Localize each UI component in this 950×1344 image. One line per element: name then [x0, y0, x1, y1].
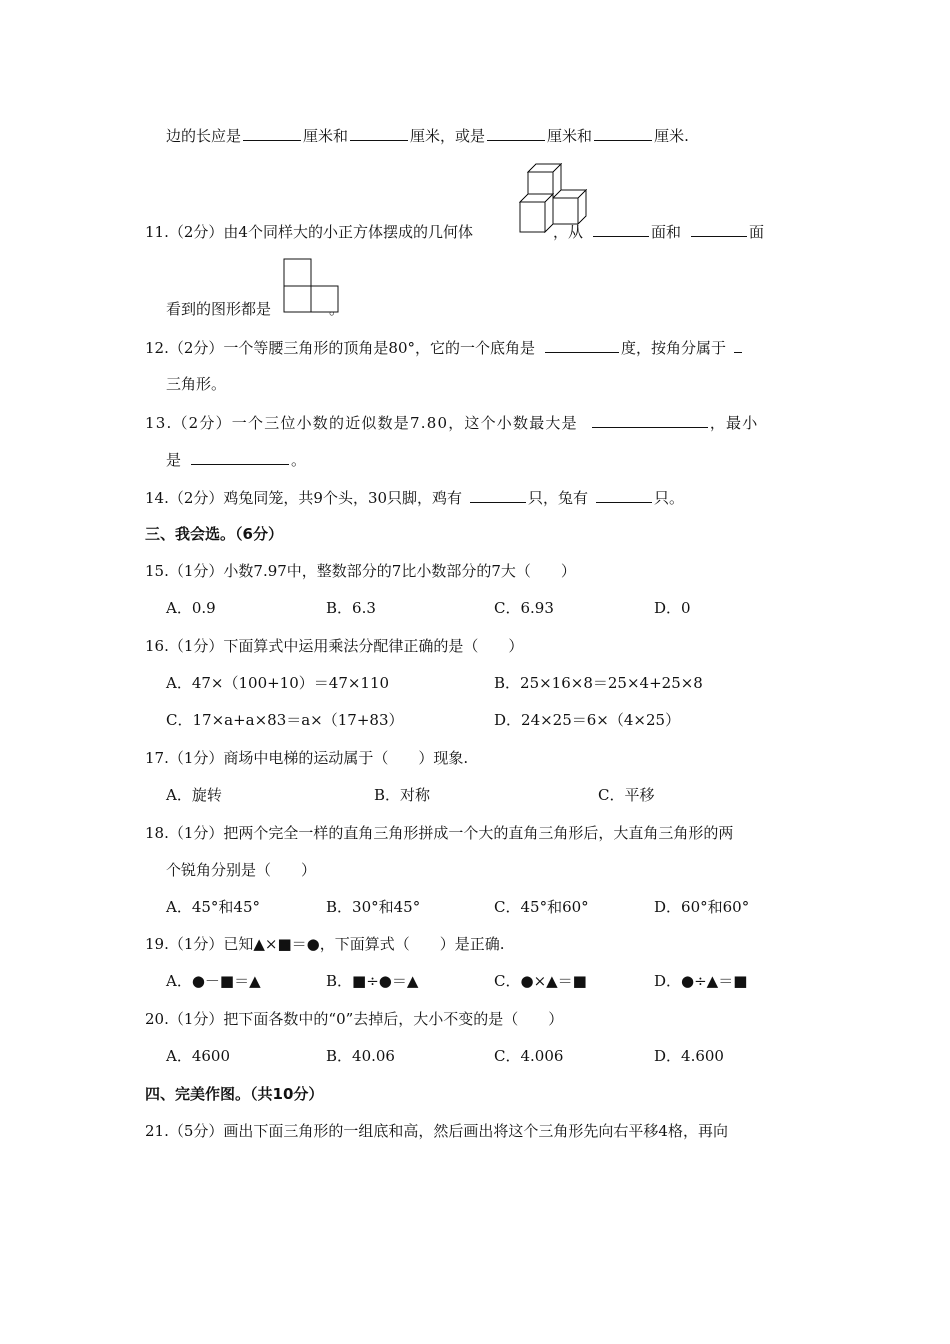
q11-text-4: 面 — [748, 223, 764, 241]
q18-question: 18.（1分）把两个完全一样的直角三角形拼成一个大的直角三角形后，大直角三角形的两 — [145, 824, 734, 842]
q12-text-2: 度，按角分属于 — [621, 339, 727, 357]
q10-text-1: 边的长应是 — [166, 127, 242, 145]
q15-option-d[interactable]: D．0 — [654, 599, 691, 617]
q18-option-c[interactable]: C．45°和60° — [494, 898, 589, 916]
q18-question-line2: 个锐角分别是（ ） — [166, 861, 317, 879]
q14-text: 14.（2分）鸡兔同笼，共9个头，30只脚，鸡有 — [145, 489, 463, 507]
q20-option-d[interactable]: D．4.600 — [654, 1047, 724, 1065]
q13-blank-1[interactable] — [592, 412, 708, 428]
q11-line2-text: 看到的图形都是 — [166, 300, 272, 318]
q15-option-c[interactable]: C．6.93 — [494, 599, 554, 617]
q19-option-d[interactable]: D．●÷▲＝■ — [654, 972, 748, 990]
q12-line-1 — [145, 337, 744, 358]
q14-blank-1[interactable] — [470, 487, 526, 503]
q13-text: 13.（2分）一个三位小数的近似数是7.80，这个小数最大是 — [145, 414, 578, 432]
q14-text-2: 只，兔有 — [528, 489, 589, 507]
section-4-title: 四、完美作图。（共10分） — [145, 1085, 324, 1103]
q10-blank-4[interactable] — [594, 125, 652, 141]
q10-text-5: 厘米. — [654, 127, 689, 145]
q14-line — [145, 487, 684, 508]
q17-option-b[interactable]: B．对称 — [374, 786, 431, 804]
q10-text-2: 厘米和 — [303, 127, 349, 145]
q10-text-4: 厘米和 — [547, 127, 593, 145]
q11-blank-2[interactable] — [691, 221, 747, 237]
q21-question: 21.（5分）画出下面三角形的一组底和高，然后画出将这个三角形先向右平移4格，再向 — [145, 1122, 728, 1140]
q11-text-2: ，从 — [552, 223, 583, 241]
q20-option-a[interactable]: A．4600 — [166, 1047, 231, 1065]
q20-option-c[interactable]: C．4.006 — [494, 1047, 564, 1065]
q18-option-a[interactable]: A．45°和45° — [166, 898, 261, 916]
q15-option-b[interactable]: B．6.3 — [326, 599, 376, 617]
section-3-title: 三、我会选。（6分） — [145, 525, 283, 543]
q18-option-d[interactable]: D．60°和60° — [654, 898, 750, 916]
q13-line-1 — [145, 412, 758, 433]
q12-blank-1[interactable] — [545, 337, 619, 353]
q10-blank-3[interactable] — [487, 125, 545, 141]
q16-option-a[interactable]: A．47×（100+10）＝47×110 — [166, 674, 390, 692]
q10-tail-line — [166, 125, 689, 146]
q17-option-c[interactable]: C．平移 — [598, 786, 655, 804]
q12-line-2: 三角形。 — [166, 375, 227, 393]
q11-line2-end: 。 — [329, 300, 345, 318]
q10-blank-1[interactable] — [243, 125, 301, 141]
q19-question: 19.（1分）已知▲×■＝●，下面算式（ ）是正确. — [145, 935, 505, 953]
q11-text-prefix: 11.（2分）由4个同样大的小正方体摆成的几何体 — [145, 223, 473, 241]
q15-option-a[interactable]: A．0.9 — [166, 599, 216, 617]
q11-line-1 — [145, 221, 764, 242]
q13-text-2: ，最小 — [709, 414, 759, 432]
q11-text-3: 面和 — [650, 223, 681, 241]
q14-text-3: 只。 — [654, 489, 685, 507]
q12-blank-2[interactable] — [734, 337, 742, 353]
q11-blank-1[interactable] — [593, 221, 649, 237]
q13-line-2 — [166, 449, 306, 470]
q16-question: 16.（1分）下面算式中运用乘法分配律正确的是（ ） — [145, 637, 524, 655]
q17-option-a[interactable]: A．旋转 — [166, 786, 222, 804]
q19-option-b[interactable]: B．■÷●＝▲ — [326, 972, 419, 990]
q17-question: 17.（1分）商场中电梯的运动属于（ ）现象. — [145, 749, 469, 767]
q16-option-d[interactable]: D．24×25＝6×（4×25） — [494, 711, 681, 729]
q10-blank-2[interactable] — [350, 125, 408, 141]
q19-option-c[interactable]: C．●×▲＝■ — [494, 972, 587, 990]
q14-blank-2[interactable] — [596, 487, 652, 503]
q16-option-c[interactable]: C．17×a+a×83＝a×（17+83） — [166, 711, 404, 729]
q13-line2-end: 。 — [291, 451, 307, 469]
q18-option-b[interactable]: B．30°和45° — [326, 898, 421, 916]
q10-text-3: 厘米，或是 — [410, 127, 486, 145]
q13-blank-2[interactable] — [191, 449, 289, 465]
q19-option-a[interactable]: A．●－■＝▲ — [166, 972, 261, 990]
q20-question: 20.（1分）把下面各数中的“0”去掉后，大小不变的是（ ） — [145, 1010, 564, 1028]
q20-option-b[interactable]: B．40.06 — [326, 1047, 395, 1065]
q15-question: 15.（1分）小数7.97中，整数部分的7比小数部分的7大（ ） — [145, 562, 576, 580]
q12-text: 12.（2分）一个等腰三角形的顶角是80°，它的一个底角是 — [145, 339, 535, 357]
q16-option-b[interactable]: B．25×16×8＝25×4+25×8 — [494, 674, 703, 692]
q13-line2-text: 是 — [166, 451, 182, 469]
q11-line-2 — [166, 299, 344, 319]
